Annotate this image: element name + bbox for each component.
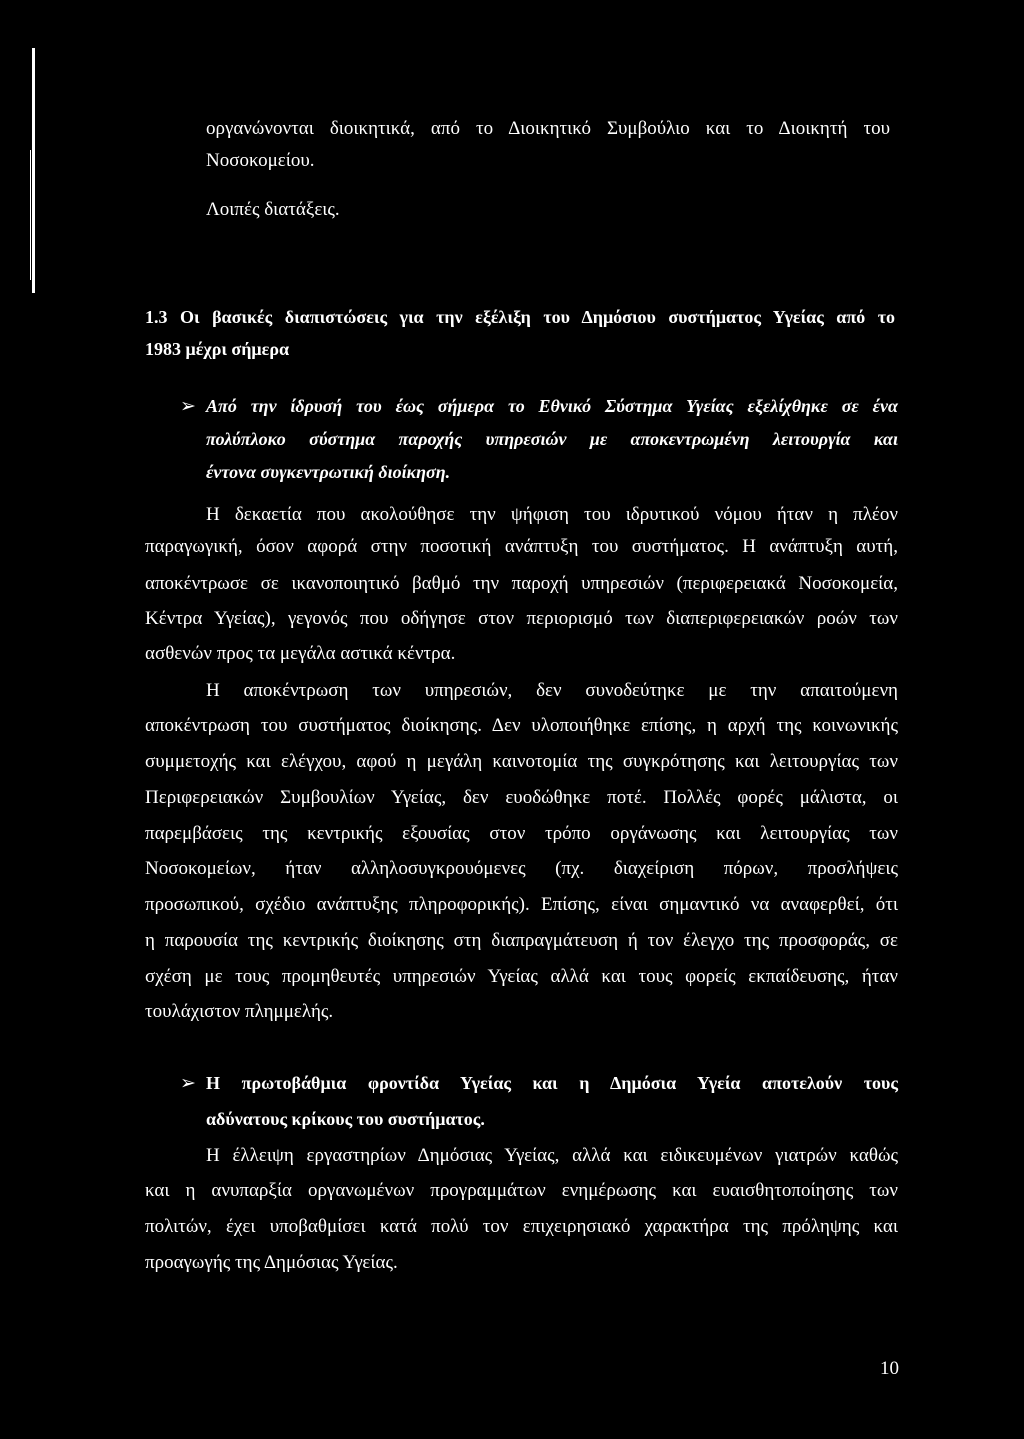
paragraph-line: παραγωγική, όσον αφορά στην ποσοτική ανάπτυξη του συστήματος. Η ανάπτυξη αυτή, — [145, 536, 898, 557]
paragraph-line: παρεμβάσεις της κεντρικής εξουσίας στον τρόπο οργάνωσης και λειτουργίας των — [145, 823, 898, 844]
paragraph-line: προαγωγής της Δημόσιας Υγείας. — [145, 1252, 398, 1273]
bullet-text: έντονα συγκεντρωτική διοίκηση. — [206, 462, 451, 482]
paragraph-line: αποκέντρωσε σε ικανοποιητικό βαθμό την παροχή υπηρεσιών (περιφερειακά Νοσοκομεία, — [145, 573, 898, 594]
paragraph-line: η παρουσία της κεντρικής διοίκησης στη διαπραγμάτευση ή τον έλεγχο της προσφοράς, σε — [145, 930, 898, 951]
bullet-text: Από την ίδρυσή του έως σήμερα το Εθνικό Σύστημα Υγείας εξελίχθηκε σε ένα — [206, 396, 898, 416]
bullet-arrow-icon: ➢ — [180, 1072, 196, 1094]
paragraph-line: σχέση με τους προμηθευτές υπηρεσιών Υγείας αλλά και τους φορείς εκπαίδευσης, ήταν — [145, 966, 898, 987]
intro-line: Λοιπές διατάξεις. — [206, 199, 340, 220]
scan-edge-line — [32, 48, 35, 293]
intro-line: Νοσοκομείου. — [206, 150, 315, 171]
paragraph-line: Περιφερειακών Συμβουλίων Υγείας, δεν ευοδώθηκε ποτέ. Πολλές φορές μάλιστα, οι — [145, 787, 898, 808]
paragraph-line: Η έλλειψη εργαστηρίων Δημόσιας Υγείας, αλλά και ειδικευμένων γιατρών καθώς — [206, 1145, 898, 1166]
intro-line: οργανώνονται διοικητικά, από το Διοικητικό Συμβούλιο και το Διοικητή του — [206, 118, 890, 139]
paragraph-line: Η δεκαετία που ακολούθησε την ψήφιση του ιδρυτικού νόμου ήταν η πλέον — [206, 504, 898, 525]
paragraph-line: Κέντρα Υγείας), γεγονός που οδήγησε στον περιορισμό των διαπεριφερειακών ροών των — [145, 608, 898, 629]
bullet-arrow-icon: ➢ — [180, 395, 196, 417]
paragraph-line: τουλάχιστον πλημμελής. — [145, 1001, 334, 1022]
paragraph-line: αποκέντρωση του συστήματος διοίκησης. Δεν υλοποιήθηκε επίσης, η αρχή της κοινωνικής — [145, 715, 898, 736]
paragraph-line: Νοσοκομείων, ήταν αλληλοσυγκρουόμενες (πχ. διαχείριση πόρων, προσλήψεις — [145, 858, 898, 879]
paragraph-line: ασθενών προς τα μεγάλα αστικά κέντρα. — [145, 643, 456, 664]
paragraph-line: προσωπικού, σχέδιο ανάπτυξης πληροφορικής). Επίσης, είναι σημαντικό να αναφερθεί, ότι — [145, 894, 898, 915]
bullet-text: πολύπλοκο σύστημα παροχής υπηρεσιών με αποκεντρωμένη λειτουργία και — [206, 429, 898, 449]
paragraph-line: Η αποκέντρωση των υπηρεσιών, δεν συνοδεύτηκε με την απαιτούμενη — [206, 680, 898, 701]
page-number: 10 — [880, 1358, 899, 1379]
section-heading: 1983 μέχρι σήμερα — [145, 339, 290, 359]
paragraph-line: πολιτών, έχει υποβαθμίσει κατά πολύ τον επιχειρησιακό χαρακτήρα της πρόληψης και — [145, 1216, 898, 1237]
section-heading: 1.3 Οι βασικές διαπιστώσεις για την εξέλιξη του Δημόσιου συστήματος Υγείας από το — [145, 307, 895, 327]
bullet-text: αδύνατους κρίκους του συστήματος. — [206, 1109, 485, 1129]
paragraph-line: συμμετοχής και ελέγχου, αφού η μεγάλη καινοτομία της συγκρότησης και λειτουργίας των — [145, 751, 898, 772]
paragraph-line: και η ανυπαρξία οργανωμένων προγραμμάτων ενημέρωσης και ευαισθητοποίησης των — [145, 1180, 898, 1201]
bullet-text: Η πρωτοβάθμια φροντίδα Υγείας και η Δημόσια Υγεία αποτελούν τους — [206, 1073, 898, 1093]
scan-edge-line — [30, 150, 31, 280]
